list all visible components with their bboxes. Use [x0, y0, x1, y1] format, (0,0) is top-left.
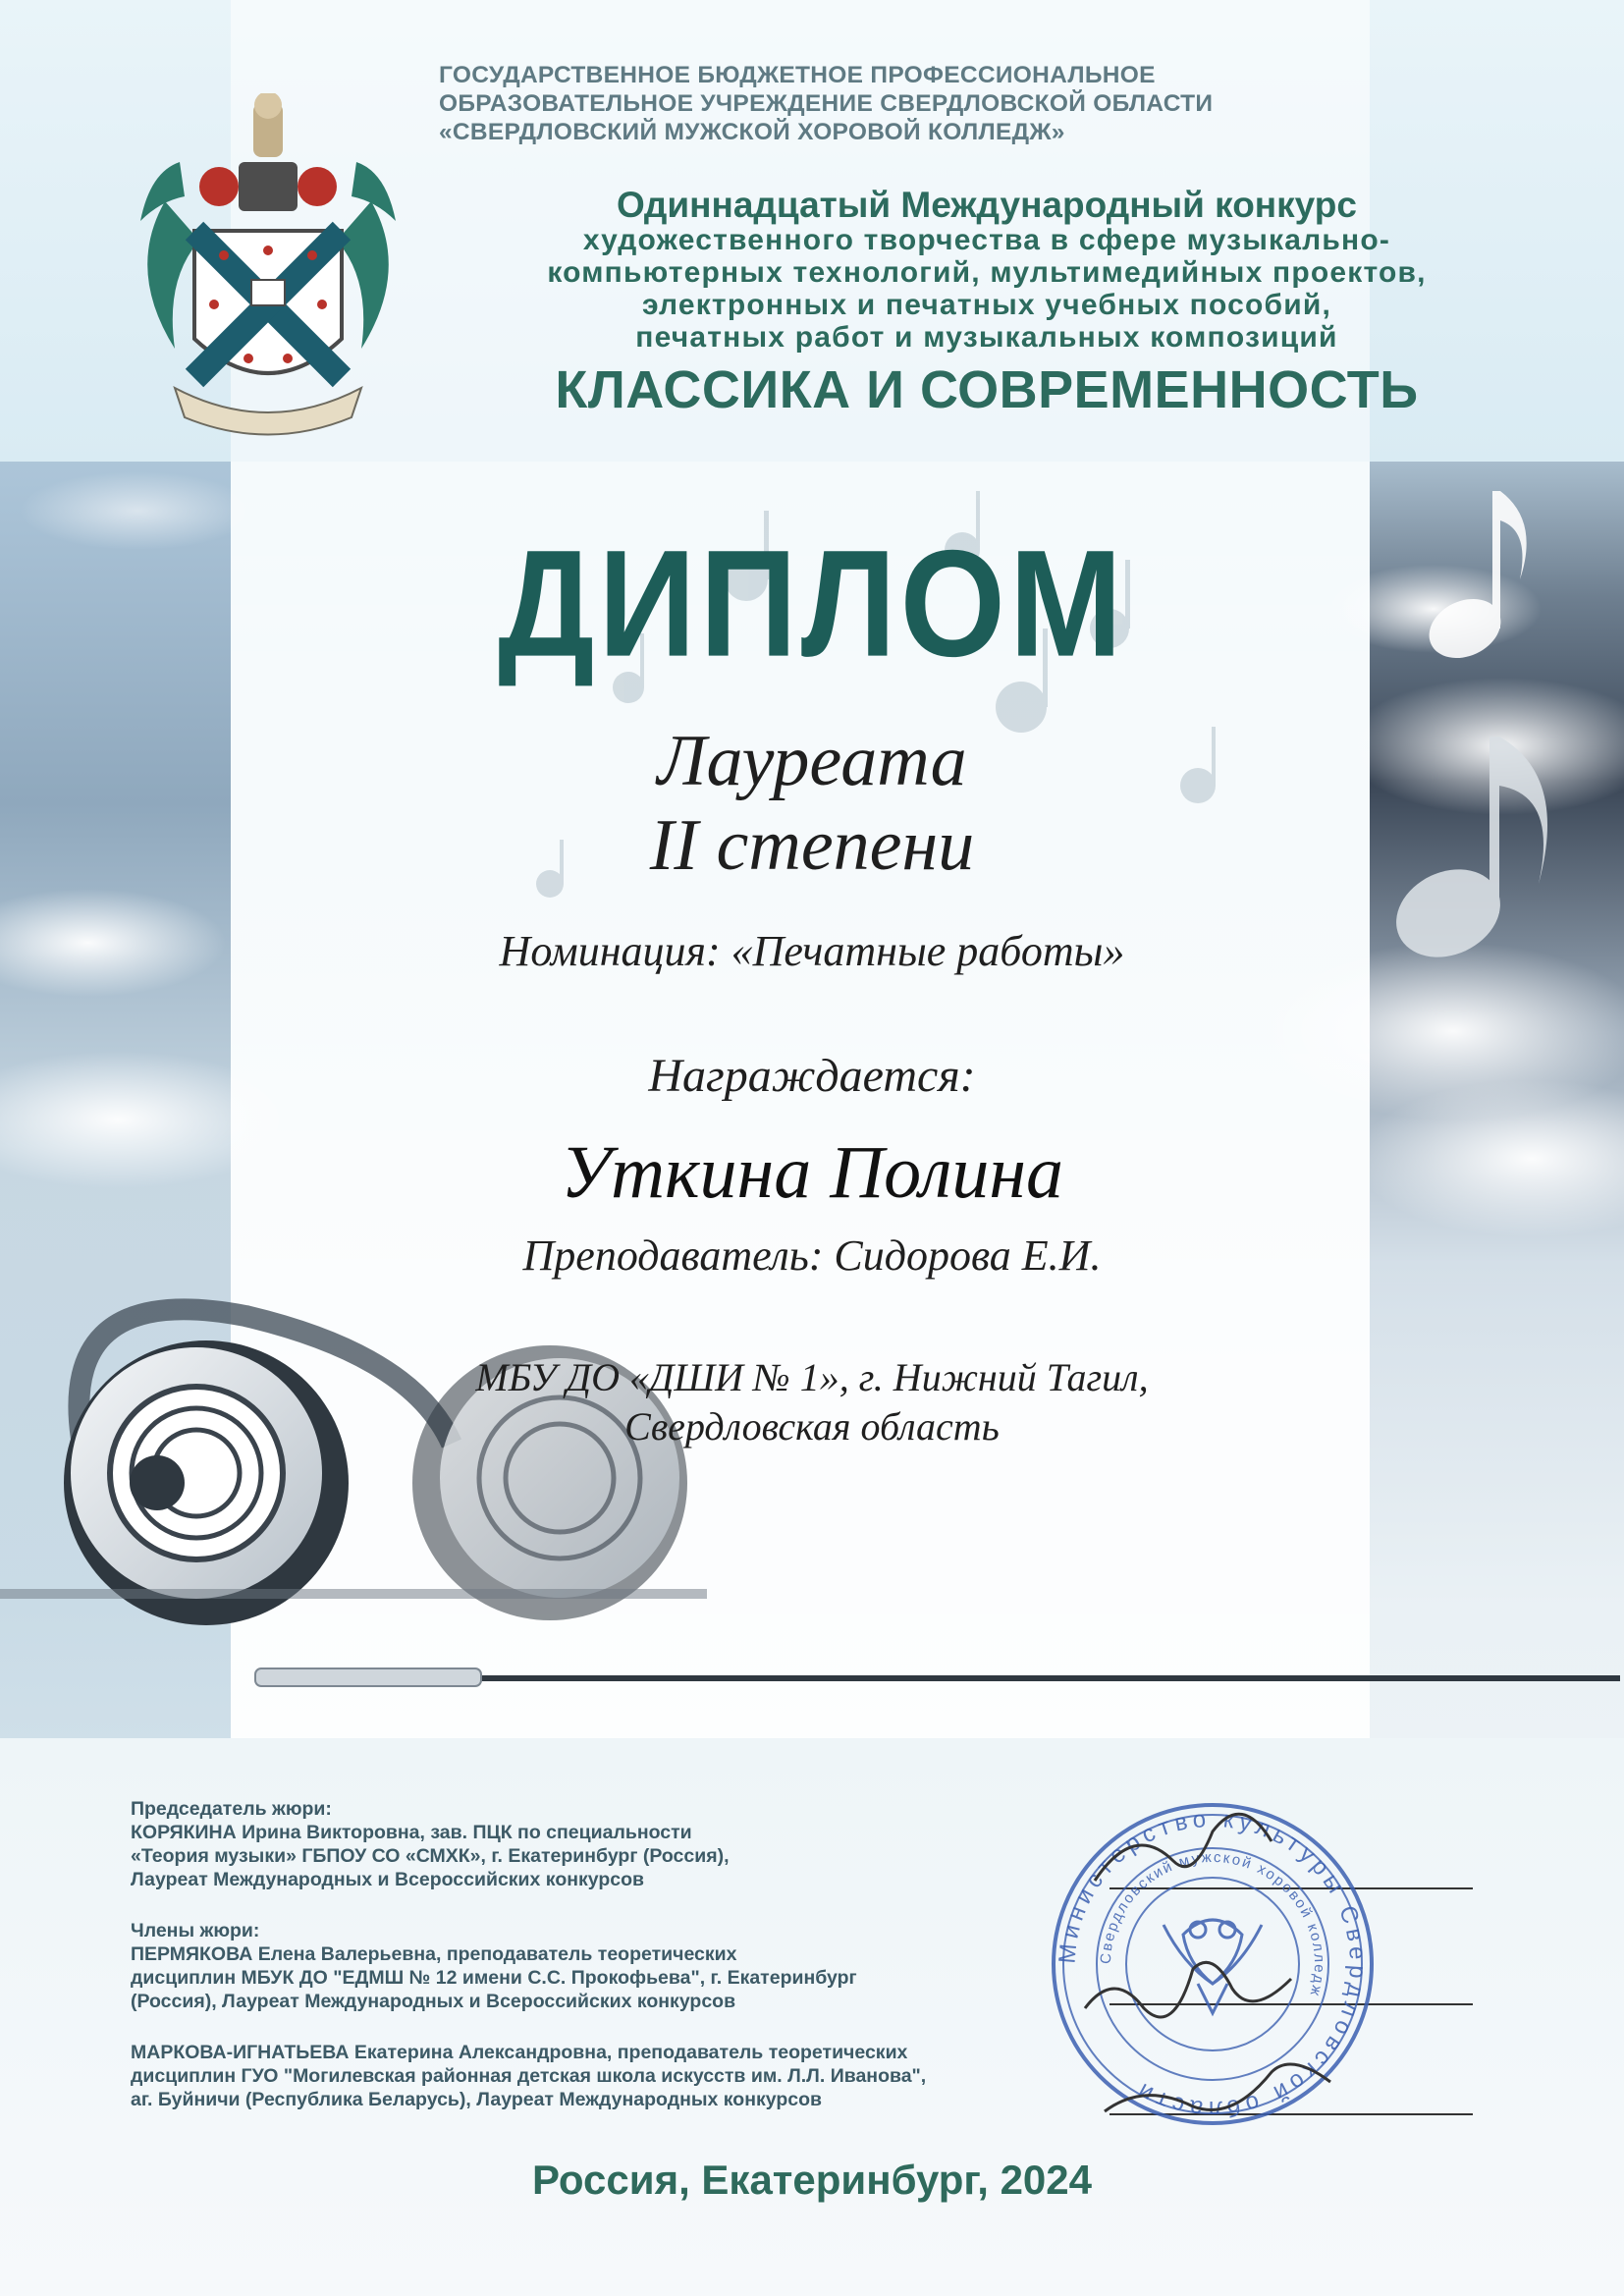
contest-description	[515, 187, 1458, 420]
jury-member-line: аг. Буйничи (Республика Беларусь), Лауреат Международных конкурсов	[131, 2089, 822, 2110]
jury-members-block	[131, 1919, 1112, 2013]
school-line-2: Свердловская область	[624, 1404, 1000, 1449]
contest-line-4: электронных и печатных учебных пособий,	[641, 289, 1332, 321]
org-line: «СВЕРДЛОВСКИЙ МУЖСКОЙ ХОРОВОЙ КОЛЛЕДЖ»	[439, 119, 1065, 145]
diploma-title: ДИПЛОМ	[498, 519, 1126, 689]
official-seal-icon	[1036, 1787, 1389, 2141]
svg-text:Свердловский мужской хоровой к	[1098, 1849, 1327, 1999]
org-line: ГОСУДАРСТВЕННОЕ БЮДЖЕТНОЕ ПРОФЕССИОНАЛЬНОЕ	[439, 62, 1156, 88]
contest-line-5: печатных работ и музыкальных композиций	[635, 321, 1338, 354]
school-line-1: МБУ ДО «ДШИ № 1», г. Нижний Тагил,	[475, 1355, 1149, 1399]
contest-line-2: художественного творчества в сфере музыкально-	[582, 224, 1391, 256]
jury-member-line: дисциплин ГУО "Могилевская районная детская школа искусств им. Л.Л. Иванова",	[131, 2065, 927, 2087]
jury-member-line: (Россия), Лауреат Международных и Всероссийских конкурсов	[131, 1991, 736, 2012]
awarded-label: Награждается:	[648, 1050, 976, 1102]
jury-section	[131, 1797, 1112, 2139]
jury-chair-line: «Теория музыки» ГБПОУ СО «СМХК», г. Екатеринбург (Россия),	[131, 1845, 730, 1867]
org-line: ОБРАЗОВАТЕЛЬНОЕ УЧРЕЖДЕНИЕ СВЕРДЛОВСКОЙ ОБЛАСТИ	[439, 90, 1214, 117]
nomination-label: Номинация: «Печатные работы»	[499, 927, 1125, 975]
recipient-name: Уткина Полина	[560, 1131, 1064, 1214]
jury-member-2-block	[131, 2041, 1112, 2111]
seal-inner-text: Свердловский мужской хоровой колледж	[1097, 1848, 1328, 1999]
jury-chair-line: Лауреат Международных и Всероссийских конкурсов	[131, 1869, 645, 1890]
jury-member-line: МАРКОВА-ИГНАТЬЕВА Екатерина Александровна, преподаватель теоретических	[131, 2042, 908, 2063]
contest-line-1: Одиннадцатый Международный конкурс	[617, 185, 1357, 225]
teacher-label: Преподаватель: Сидорова Е.И.	[522, 1231, 1102, 1280]
footer-place-year: Россия, Екатеринбург, 2024	[531, 2157, 1093, 2203]
jury-chair-block	[131, 1797, 1112, 1891]
jury-member-line: ПЕРМЯКОВА Елена Валерьевна, преподаватель теоретических	[131, 1943, 737, 1965]
organization-header	[439, 61, 1323, 146]
jury-chair-line: КОРЯКИНА Ирина Викторовна, зав. ПЦК по специальности	[131, 1822, 692, 1843]
degree-label: II степени	[649, 805, 975, 886]
school-info	[0, 1353, 1624, 1451]
contest-title: КЛАССИКА И СОВРЕМЕННОСТЬ	[555, 360, 1419, 419]
seal-outer-text: Министерство культуры Свердловской области	[1054, 1805, 1372, 2123]
jury-member-line: дисциплин МБУК ДО "ЕДМШ № 12 имени С.С. Прокофьева", г. Екатеринбург	[131, 1967, 857, 1989]
contest-line-3: компьютерных технологий, мультимедийных проектов,	[547, 256, 1427, 289]
coat-of-arms-icon	[126, 93, 410, 466]
laureate-label: Лауреата	[657, 721, 967, 801]
jury-chair-label: Председатель жюри:	[131, 1798, 332, 1820]
jury-members-label: Члены жюри:	[131, 1920, 260, 1941]
